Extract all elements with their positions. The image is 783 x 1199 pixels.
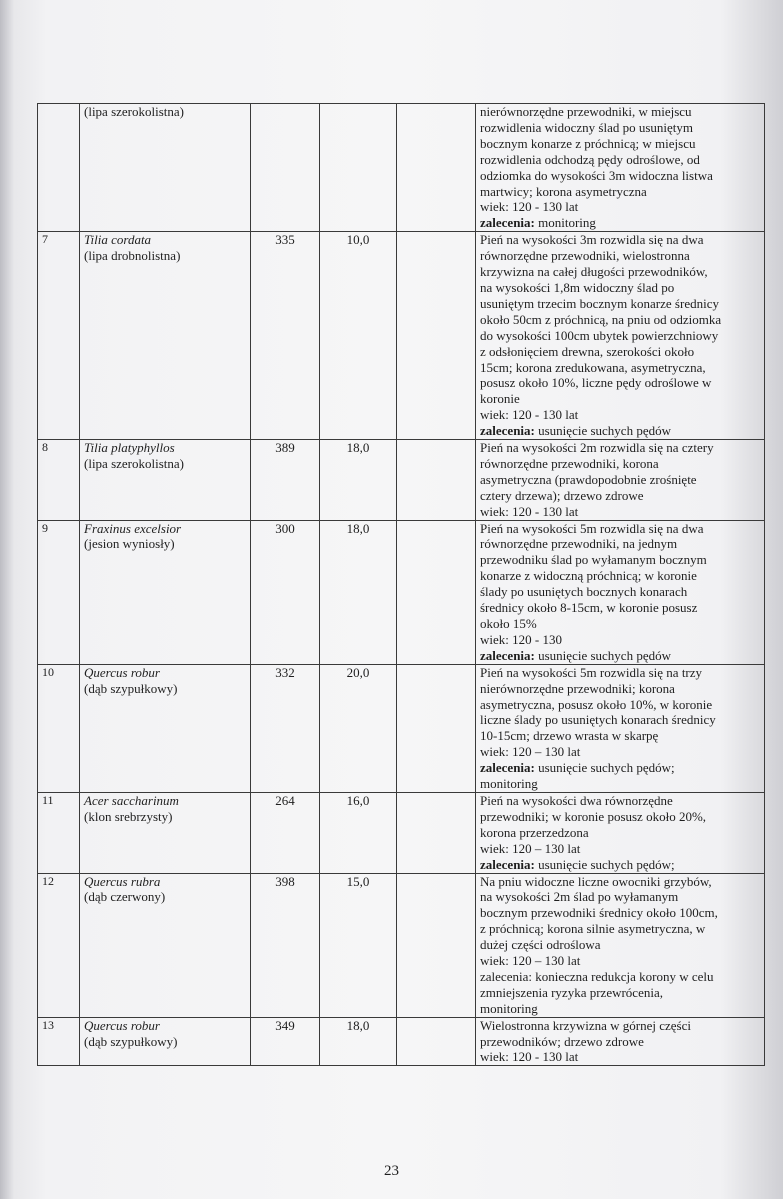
species-common-name: (dąb czerwony) (84, 889, 166, 905)
description-line: liczne ślady po usuniętych konarach średnicy (480, 712, 716, 728)
description-line: koronie (480, 391, 520, 407)
tree-inventory-table (37, 103, 765, 1066)
table-row (38, 104, 765, 232)
species-common-name: (jesion wyniosły) (84, 536, 175, 552)
empty-cell (397, 664, 476, 792)
recommendation-text: usunięcie suchych pędów; (534, 760, 675, 776)
table-row (38, 792, 765, 873)
description-cell (476, 520, 765, 664)
species-cell (80, 873, 251, 1017)
tree-number: 8 (42, 440, 48, 455)
circumference-cell (251, 1017, 320, 1066)
description-line: posusz około 10%, liczne pędy odroślowe w (480, 375, 712, 391)
circumference-value: 398 (275, 873, 295, 889)
table-row (38, 1017, 765, 1066)
description-line: średnicy około 8-15cm, w koronie posusz (480, 600, 698, 616)
recommendation-line (480, 857, 760, 873)
species-latin-name: Tilia cordata (84, 232, 152, 248)
circumference-cell (251, 520, 320, 664)
description-line: konarze z widoczną próchnicą; w koronie (480, 568, 697, 584)
description-line: wiek: 120 - 130 lat (480, 1049, 579, 1065)
empty-cell (397, 520, 476, 664)
description-line: wiek: 120 – 130 lat (480, 840, 581, 856)
circumference-cell (251, 232, 320, 440)
description-line: Na pniu widoczne liczne owocniki grzybów, (480, 873, 712, 889)
description-line: równorzędne przewodniki, korona (480, 455, 659, 471)
species-latin-name: Quercus robur (84, 664, 160, 680)
recommendation-line (480, 760, 760, 776)
empty-cell (397, 232, 476, 440)
description-line: około 50cm z próchnicą, na pniu od odziomka (480, 311, 722, 327)
description-cell (476, 232, 765, 440)
description-line: korona przerzedzona (480, 824, 589, 840)
description-line: Pień na wysokości 5m rozwidla się na dwa (480, 520, 704, 536)
circumference-cell (251, 873, 320, 1017)
table-row (38, 520, 765, 664)
height-cell (320, 792, 397, 873)
recommendation-label: zalecenia: (480, 215, 535, 231)
description-line: bocznym konarze z próchnicą; w miejscu (480, 135, 696, 151)
empty-cell (397, 873, 476, 1017)
tree-number-cell (38, 792, 80, 873)
species-cell (80, 104, 251, 232)
description-line: asymetryczna (prawdopodobnie zrośnięte (480, 471, 697, 487)
page-binding-shadow (0, 0, 14, 1199)
description-cell (476, 664, 765, 792)
height-cell (320, 1017, 397, 1066)
tree-number: 7 (42, 232, 48, 247)
description-line: wiek: 120 - 130 lat (480, 407, 579, 423)
description-line: Wielostronna krzywizna w górnej części (480, 1017, 692, 1033)
height-value: 20,0 (346, 664, 370, 680)
circumference-value: 332 (275, 664, 295, 680)
species-common-name: (dąb szypułkowy) (84, 680, 178, 696)
species-latin-name: Fraxinus excelsior (84, 520, 182, 536)
description-line: równorzędne przewodniki, na jednym (480, 536, 678, 552)
description-line: bocznym przewodniki średnicy około 100cm, (480, 905, 718, 921)
recommendation-line (480, 648, 760, 664)
empty-cell (397, 792, 476, 873)
recommendation-label: zalecenia: (480, 856, 535, 872)
height-value: 18,0 (346, 520, 370, 536)
tree-number-cell (38, 520, 80, 664)
description-line: wiek: 120 - 130 (480, 631, 562, 647)
tree-number: 11 (42, 792, 54, 807)
description-line: na wysokości 1,8m widoczny ślad po (480, 279, 675, 295)
height-cell (320, 232, 397, 440)
species-cell (80, 792, 251, 873)
description-line: Pień na wysokości dwa równorzędne (480, 792, 673, 808)
tree-number-cell (38, 104, 80, 232)
height-value: 18,0 (346, 440, 370, 456)
recommendation-line (480, 215, 760, 231)
table-row (38, 440, 765, 521)
height-cell (320, 520, 397, 664)
height-value: 16,0 (346, 792, 370, 808)
species-common-name: (lipa szerokolistna) (84, 455, 184, 471)
description-line: wiek: 120 – 130 lat (480, 953, 581, 969)
circumference-value: 300 (275, 520, 295, 536)
description-line: zmniejszenia ryzyka przewrócenia, (480, 984, 663, 1000)
height-cell (320, 873, 397, 1017)
description-line: do wysokości 100cm ubytek powierzchniowy (480, 327, 719, 343)
circumference-value: 264 (275, 792, 295, 808)
description-line: rozwidlenia odchodzą pędy odroślowe, od (480, 151, 700, 167)
table-row (38, 664, 765, 792)
description-line: 15cm; korona zredukowana, asymetryczna, (480, 359, 706, 375)
description-line: przewodniki; w koronie posusz około 20%, (480, 808, 707, 824)
species-latin-name: Quercus rubra (84, 873, 161, 889)
species-common-name: (klon srebrzysty) (84, 808, 173, 824)
description-line: martwicy; korona asymetryczna (480, 183, 647, 199)
circumference-value: 349 (275, 1017, 295, 1033)
empty-cell (397, 104, 476, 232)
description-line: wiek: 120 - 130 lat (480, 503, 579, 519)
circumference-cell (251, 792, 320, 873)
table-row (38, 873, 765, 1017)
species-cell (80, 520, 251, 664)
height-cell (320, 104, 397, 232)
tree-number: 9 (42, 520, 48, 535)
circumference-value: 389 (275, 440, 295, 456)
page-number: 23 (384, 1163, 399, 1179)
description-line: zalecenia: konieczna redukcja korony w celu (480, 968, 714, 984)
description-line: nierównorzędne przewodniki; korona (480, 680, 675, 696)
height-value: 10,0 (346, 232, 370, 248)
species-common-name: (lipa szerokolistna) (84, 104, 184, 119)
description-line: 10-15cm; drzewo wrasta w skarpę (480, 728, 659, 744)
species-common-name: (dąb szypułkowy) (84, 1033, 178, 1049)
description-cell (476, 792, 765, 873)
tree-number-cell (38, 232, 80, 440)
description-line: ślady po usuniętych bocznych konarach (480, 584, 688, 600)
description-line: z odsłonięciem drewna, szerokości około (480, 343, 695, 359)
tree-number-cell (38, 440, 80, 521)
circumference-cell (251, 440, 320, 521)
tree-number-cell (38, 664, 80, 792)
description-line: rozwidlenia widoczny ślad po usuniętym (480, 119, 694, 135)
circumference-cell (251, 664, 320, 792)
description-line: Pień na wysokości 5m rozwidla się na trzy (480, 664, 703, 680)
recommendation-label: zalecenia: (480, 647, 535, 663)
species-cell (80, 1017, 251, 1066)
recommendation-text: usunięcie suchych pędów (534, 647, 671, 663)
description-line: na wysokości 2m ślad po wyłamanym (480, 889, 679, 905)
tree-number-cell (38, 873, 80, 1017)
description-cell (476, 104, 765, 232)
description-line: asymetryczna, posusz około 10%, w koronie (480, 696, 713, 712)
species-latin-name: Quercus robur (84, 1017, 160, 1033)
recommendation-label: zalecenia: (480, 423, 535, 439)
recommendation-text: monitoring (534, 215, 596, 231)
description-line: odziomka do wysokości 3m widoczna listwa (480, 167, 713, 183)
recommendation-line (480, 423, 760, 439)
description-cell (476, 873, 765, 1017)
recommendation-text: usunięcie suchych pędów (534, 423, 671, 439)
description-cell (476, 440, 765, 521)
height-cell (320, 440, 397, 521)
description-line: równorzędne przewodniki, wielostronna (480, 248, 690, 264)
description-line: monitoring (480, 1000, 538, 1016)
tree-number: 10 (42, 664, 54, 679)
recommendation-continuation: monitoring (480, 776, 538, 792)
table-row (38, 232, 765, 440)
tree-number: 12 (42, 873, 54, 888)
height-value: 18,0 (346, 1017, 370, 1033)
description-line: przewodniku ślad po wyłamanym bocznym (480, 552, 707, 568)
description-line: Pień na wysokości 2m rozwidla się na cztery (480, 440, 714, 456)
circumference-cell (251, 104, 320, 232)
tree-number: 13 (42, 1017, 54, 1032)
species-latin-name: Tilia platyphyllos (84, 440, 175, 456)
description-line: nierównorzędne przewodniki, w miejscu (480, 104, 692, 119)
species-cell (80, 232, 251, 440)
description-line: Pień na wysokości 3m rozwidla się na dwa (480, 232, 704, 248)
description-line: z próchnicą; korona silnie asymetryczna, w (480, 921, 706, 937)
circumference-value: 335 (275, 232, 295, 248)
description-line: wiek: 120 – 130 lat (480, 744, 581, 760)
description-line: krzywizna na całej długości przewodników, (480, 264, 708, 280)
description-line: przewodników; drzewo zdrowe (480, 1033, 644, 1049)
description-line: usuniętym trzecim bocznym konarze średnicy (480, 295, 719, 311)
recommendation-label: zalecenia: (480, 760, 535, 776)
table-body (38, 104, 765, 1066)
empty-cell (397, 1017, 476, 1066)
description-line: dużej części odroślowa (480, 937, 601, 953)
height-cell (320, 664, 397, 792)
description-cell (476, 1017, 765, 1066)
height-value: 15,0 (346, 873, 370, 889)
species-latin-name: Acer saccharinum (84, 792, 179, 808)
description-line: cztery drzewa); drzewo zdrowe (480, 487, 644, 503)
description-line: około 15% (480, 616, 537, 631)
description-line: wiek: 120 - 130 lat (480, 199, 579, 215)
species-cell (80, 664, 251, 792)
tree-number-cell (38, 1017, 80, 1066)
recommendation-text: usunięcie suchych pędów; (534, 856, 675, 872)
empty-cell (397, 440, 476, 521)
species-common-name: (lipa drobnolistna) (84, 248, 181, 264)
species-cell (80, 440, 251, 521)
